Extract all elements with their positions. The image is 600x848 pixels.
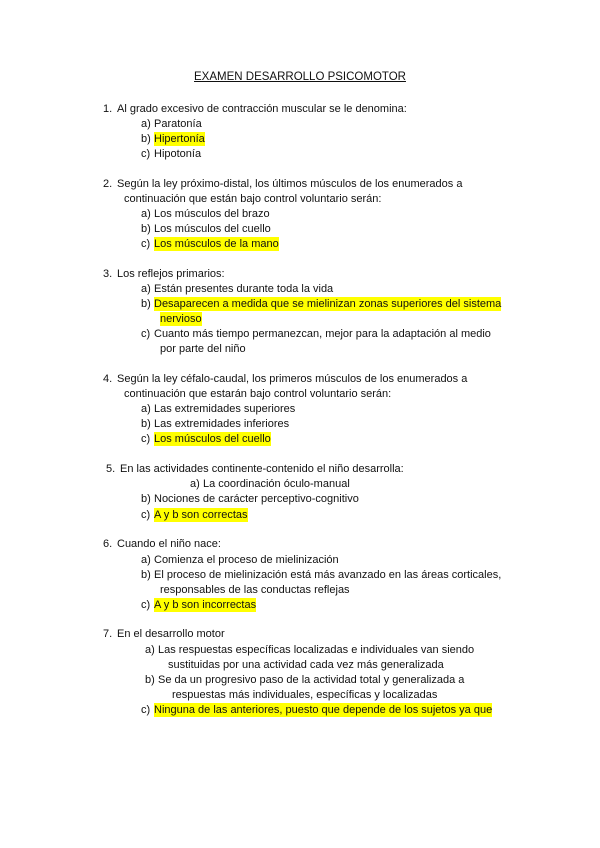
question-number: 4. [103,373,113,385]
option-letter: a) [145,644,155,656]
option-letter: b) [141,133,151,145]
option-text: Las extremidades inferiores [154,418,290,430]
option-letter: c) [141,328,151,340]
option-letter: a) [141,403,151,415]
option-text: Los músculos del cuello [154,223,271,235]
question-text: Cuando el niño nace: [117,538,221,550]
option-letter: a) [141,118,151,130]
option-text: Las extremidades superiores [154,403,296,415]
option-letter: b) [141,418,151,430]
question-text: continuación que estarán bajo control voluntario serán: [124,388,392,400]
option-letter: b) [141,493,151,505]
highlighted-answer: Hipertonía [154,133,205,145]
highlighted-answer: A y b son correctas [154,509,248,521]
highlighted-answer: nervioso [160,313,202,325]
option-letter: c) [141,433,151,445]
option-text: La coordinación óculo-manual [203,478,350,490]
option-letter: c) [141,148,151,160]
highlighted-answer: Los músculos de la mano [154,238,279,250]
highlighted-answer: Desaparecen a medida que se mielinizan zonas superiores del sistema [154,298,502,310]
option-letter: c) [141,599,151,611]
option-letter: a) [190,478,200,490]
question-number: 2. [103,178,113,190]
question-text: Los reflejos primarios: [117,268,225,280]
question-text: En las actividades continente-contenido el niño desarrolla: [120,463,404,475]
option-text: Las respuestas específicas localizadas e individuales van siendo [158,644,475,656]
option-text: respuestas más individuales, específicas y localizadas [172,689,438,701]
option-letter: a) [141,283,151,295]
option-text: El proceso de mielinización está más avanzado en las áreas corticales, [154,569,502,581]
highlighted-answer: Los músculos del cuello [154,433,271,445]
option-text: por parte del niño [160,343,246,355]
option-letter: c) [141,509,151,521]
option-letter: a) [141,208,151,220]
option-letter: c) [141,238,151,250]
question-number: 7. [103,628,113,640]
question-number: 5. [106,463,116,475]
option-letter: a) [141,554,151,566]
highlighted-answer: A y b son incorrectas [154,599,257,611]
option-letter: c) [141,704,151,716]
option-text: Están presentes durante toda la vida [154,283,334,295]
option-letter: b) [145,674,155,686]
option-text: Cuanto más tiempo permanezcan, mejor para la adaptación al medio [154,328,491,340]
question-text: En el desarrollo motor [117,628,225,640]
question-text: Al grado excesivo de contracción muscular se le denomina: [117,103,407,115]
question-text: continuación que están bajo control voluntario serán: [124,193,382,205]
page-title: EXAMEN DESARROLLO PSICOMOTOR [194,71,406,83]
question-number: 6. [103,538,113,550]
option-letter: b) [141,569,151,581]
option-text: Paratonía [154,118,202,130]
highlighted-answer: Ninguna de las anteriores, puesto que depende de los sujetos ya que [154,704,493,716]
question-number: 1. [103,103,113,115]
option-letter: b) [141,298,151,310]
option-letter: b) [141,223,151,235]
question-number: 3. [103,268,113,280]
option-text: Hipotonía [154,148,202,160]
option-text: sustituidas por una actividad cada vez más generalizada [168,659,444,671]
question-text: Según la ley céfalo-caudal, los primeros músculos de los enumerados a [117,373,468,385]
option-text: Nociones de carácter perceptivo-cognitivo [154,493,359,505]
option-text: Comienza el proceso de mielinización [154,554,339,566]
option-text: responsables de las conductas reflejas [160,584,350,596]
option-text: Se da un progresivo paso de la actividad total y generalizada a [158,674,465,686]
question-text: Según la ley próximo-distal, los últimos músculos de los enumerados a [117,178,463,190]
option-text: Los músculos del brazo [154,208,270,220]
